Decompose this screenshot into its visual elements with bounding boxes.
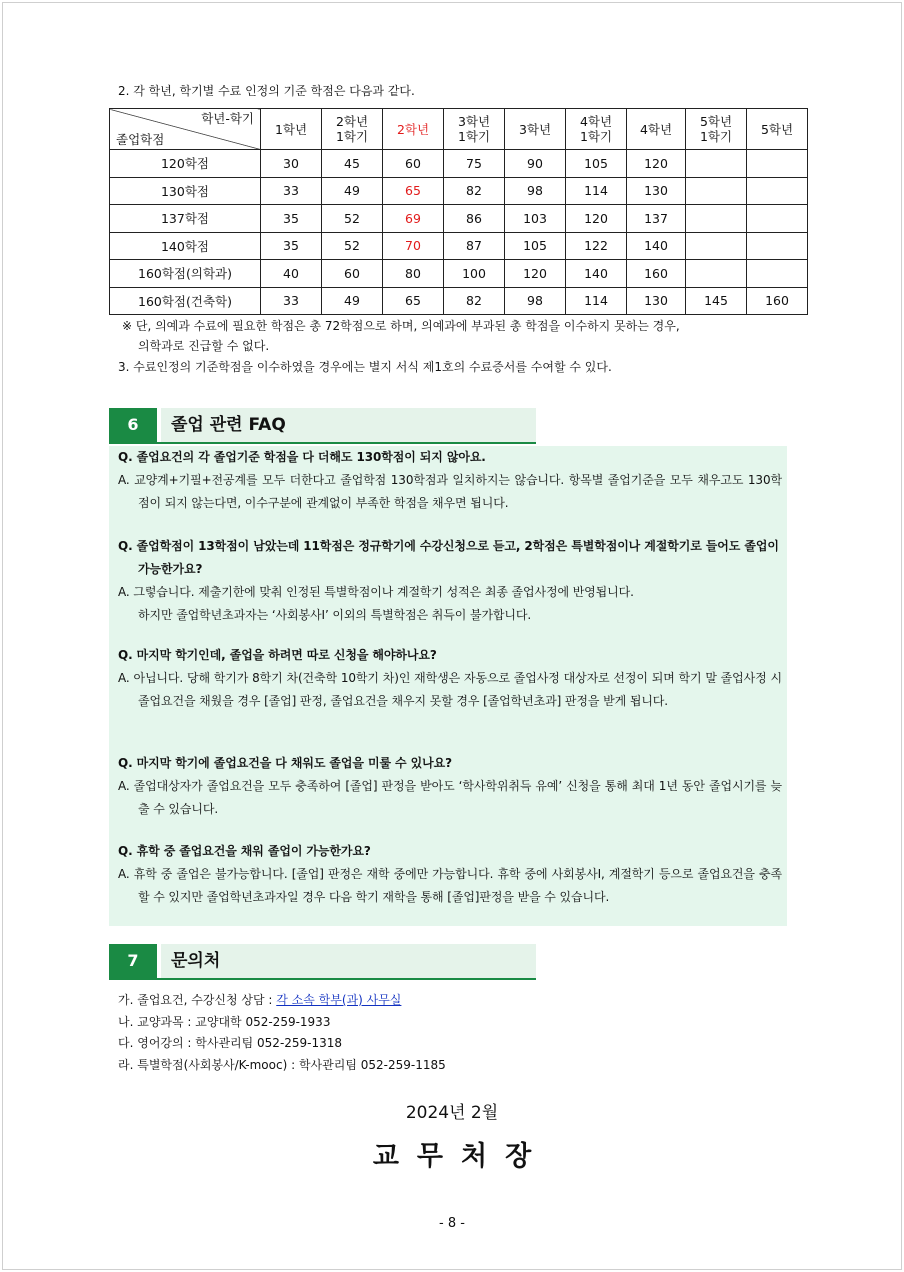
table-cell: 60 — [383, 150, 444, 178]
faq-item — [118, 644, 782, 713]
table-row — [110, 287, 808, 315]
section-6-heading — [109, 408, 536, 444]
table-cell: 114 — [566, 177, 627, 205]
table-cell: 98 — [505, 177, 566, 205]
row-label: 137학점 — [110, 205, 261, 233]
table-cell — [686, 150, 747, 178]
faq-answer: A. 휴학 중 졸업은 불가능합니다. [졸업] 판정은 재학 중에만 가능합니다. 휴학 중에 사회봉사I, 계절학기 등으로 졸업요건을 충족할 수 있지만 졸업학년초과자일 경우 다음 학기 재학을 통해 [졸업]판정을 받을 수 있습니다. — [118, 867, 782, 904]
table-cell: 98 — [505, 287, 566, 315]
faq-question: Q. 졸업요건의 각 졸업기준 학점을 다 더해도 130학점이 되지 않아요. — [118, 450, 486, 464]
col-header-text: 3학년 1학기 — [457, 114, 491, 144]
table-cell: 100 — [444, 260, 505, 288]
table-cell: 65 — [383, 177, 444, 205]
col-header-text: 4학년 1학기 — [579, 114, 613, 144]
corner-bottom-label: 졸업학점 — [116, 132, 165, 147]
contact-text: 나. 교양과목 : 교양대학 052-259-1933 — [118, 1014, 331, 1029]
col-header-highlight: 2학년 — [383, 109, 444, 150]
row-label: 160학점(건축학) — [110, 287, 261, 315]
table-cell — [686, 232, 747, 260]
section-number: 6 — [109, 408, 157, 442]
faq-item — [118, 535, 782, 627]
col-header — [566, 109, 627, 150]
row-label: 120학점 — [110, 150, 261, 178]
table-cell: 82 — [444, 177, 505, 205]
table-cell: 40 — [261, 260, 322, 288]
page-number: - 8 - — [439, 1216, 465, 1231]
table-cell: 103 — [505, 205, 566, 233]
contact-text: 다. 영어강의 : 학사관리팀 052-259-1318 — [118, 1036, 343, 1050]
table-cell — [747, 177, 808, 205]
faq-item — [118, 752, 782, 821]
table-cell: 70 — [383, 232, 444, 260]
faq-question: Q. 마지막 학기인데, 졸업을 하려면 따로 신청을 해야하나요? — [118, 648, 437, 662]
faq-answer: 하지만 졸업학년초과자는 ‘사회봉사Ⅰ’ 이외의 특별학점은 취득이 불가합니다. — [138, 608, 532, 622]
table-cell: 145 — [686, 287, 747, 315]
table-cell: 130 — [627, 287, 686, 315]
table-cell: 75 — [444, 150, 505, 178]
col-header — [322, 109, 383, 150]
col-header: 5학년 — [747, 109, 808, 150]
faq-answer: A. 아닙니다. 당해 학기가 8학기 차(건축학 10학기 차)인 재학생은 자동으로 졸업사정 대상자로 선정이 되며 학기 말 졸업사정 시 졸업요건을 채웠을 경우 [졸업] 판정, 졸업요건을 채우지 못할 경우 [졸업학년초과] 판정을 받게 됩니다. — [118, 671, 782, 708]
contact-list — [118, 990, 446, 1076]
table-cell: 120 — [505, 260, 566, 288]
table-cell: 137 — [627, 205, 686, 233]
table-row — [110, 260, 808, 288]
table-cell: 49 — [322, 287, 383, 315]
section-7-heading — [109, 944, 536, 980]
contact-item — [118, 1012, 446, 1034]
table-cell: 130 — [627, 177, 686, 205]
table-row — [110, 177, 808, 205]
table-cell: 120 — [627, 150, 686, 178]
table-cell: 86 — [444, 205, 505, 233]
faq-question: Q. 마지막 학기에 졸업요건을 다 채워도 졸업을 미룰 수 있나요? — [118, 756, 452, 770]
table-cell: 30 — [261, 150, 322, 178]
table-cell — [747, 205, 808, 233]
contact-text: 가. 졸업요건, 수강신청 상담 : — [118, 993, 277, 1007]
contact-item — [118, 1055, 446, 1077]
faq-item — [118, 446, 782, 515]
table-row — [110, 150, 808, 178]
faq-answer: A. 교양계+기필+전공계를 모두 더한다고 졸업학점 130학점과 일치하지는 않습니다. 항목별 졸업기준을 모두 채우고도 130학점이 되지 않는다면, 이수구분에 관계없이 부족한 학점을 채우면 됩니다. — [118, 473, 782, 510]
table-cell: 33 — [261, 177, 322, 205]
table-cell: 82 — [444, 287, 505, 315]
item-3: 3. 수료인정의 기준학점을 이수하였을 경우에는 별지 서식 제1호의 수료증서를 수여할 수 있다. — [118, 360, 612, 374]
table-cell: 140 — [566, 260, 627, 288]
table-cell: 69 — [383, 205, 444, 233]
note-line: ※ 단, 의예과 수료에 필요한 학점은 총 72학점으로 하며, 의예과에 부과된 총 학점을 이수하지 못하는 경우, — [122, 319, 680, 333]
table-cell — [747, 232, 808, 260]
faq-answer: A. 졸업대상자가 졸업요건을 모두 충족하여 [졸업] 판정을 받아도 ‘학사학위취득 유예’ 신청을 통해 최대 1년 동안 졸업시기를 늦출 수 있습니다. — [118, 779, 782, 816]
table-cell: 114 — [566, 287, 627, 315]
table-cell: 90 — [505, 150, 566, 178]
faq-question: Q. 졸업학점이 13학점이 남았는데 11학점은 정규학기에 수강신청으로 듣고, 2학점은 특별학점이나 계절학기로 들어도 졸업이 가능한가요? — [118, 539, 779, 576]
section-title: 문의처 — [161, 944, 536, 978]
table-header-row — [110, 109, 808, 150]
signature: 교무처장 — [372, 1141, 550, 1172]
table-cell — [747, 260, 808, 288]
table-cell: 33 — [261, 287, 322, 315]
contact-item — [118, 1033, 446, 1055]
faq-item — [118, 840, 782, 909]
table-cell — [747, 150, 808, 178]
table-cell: 60 — [322, 260, 383, 288]
table-cell: 160 — [747, 287, 808, 315]
table-cell — [686, 260, 747, 288]
contact-text: 라. 특별학점(사회봉사/K-mooc) : 학사관리팀 052-259-1185 — [118, 1057, 446, 1072]
table-cell — [686, 205, 747, 233]
table-row — [110, 232, 808, 260]
section-number: 7 — [109, 944, 157, 978]
contact-link[interactable]: 각 소속 학부(과) 사무실 — [276, 993, 402, 1007]
contact-item — [118, 990, 446, 1012]
section-title: 졸업 관련 FAQ — [161, 408, 536, 442]
table-cell: 52 — [322, 205, 383, 233]
col-header-text: 2학년 1학기 — [335, 114, 369, 144]
note — [122, 316, 680, 356]
table-cell: 49 — [322, 177, 383, 205]
intro-text: 2. 각 학년, 학기별 수료 인정의 기준 학점은 다음과 같다. — [118, 84, 415, 98]
table-cell: 105 — [505, 232, 566, 260]
table-cell: 120 — [566, 205, 627, 233]
corner-header — [110, 109, 261, 150]
col-header: 3학년 — [505, 109, 566, 150]
col-header: 4학년 — [627, 109, 686, 150]
table-cell: 35 — [261, 232, 322, 260]
table-cell: 65 — [383, 287, 444, 315]
credit-table — [109, 108, 808, 315]
col-header — [686, 109, 747, 150]
table-cell: 140 — [627, 232, 686, 260]
table-row — [110, 205, 808, 233]
table-cell: 80 — [383, 260, 444, 288]
table-cell: 122 — [566, 232, 627, 260]
note-line: 의학과로 진급할 수 없다. — [138, 339, 270, 353]
date: 2024년 2월 — [405, 1103, 499, 1123]
table-body — [110, 150, 808, 315]
col-header-text: 5학년 1학기 — [699, 114, 733, 144]
table-cell: 105 — [566, 150, 627, 178]
faq-question: Q. 휴학 중 졸업요건을 채워 졸업이 가능한가요? — [118, 844, 371, 858]
table-cell — [686, 177, 747, 205]
faq-answer: A. 그렇습니다. 제출기한에 맞춰 인정된 특별학점이나 계절학기 성적은 최종 졸업사정에 반영됩니다. — [118, 585, 634, 599]
table-cell: 160 — [627, 260, 686, 288]
table-cell: 35 — [261, 205, 322, 233]
corner-top-label: 학년-학기 — [201, 111, 254, 126]
table-cell: 45 — [322, 150, 383, 178]
row-label: 160학점(의학과) — [110, 260, 261, 288]
table-cell: 87 — [444, 232, 505, 260]
table-cell: 52 — [322, 232, 383, 260]
col-header: 1학년 — [261, 109, 322, 150]
row-label: 140학점 — [110, 232, 261, 260]
row-label: 130학점 — [110, 177, 261, 205]
col-header — [444, 109, 505, 150]
